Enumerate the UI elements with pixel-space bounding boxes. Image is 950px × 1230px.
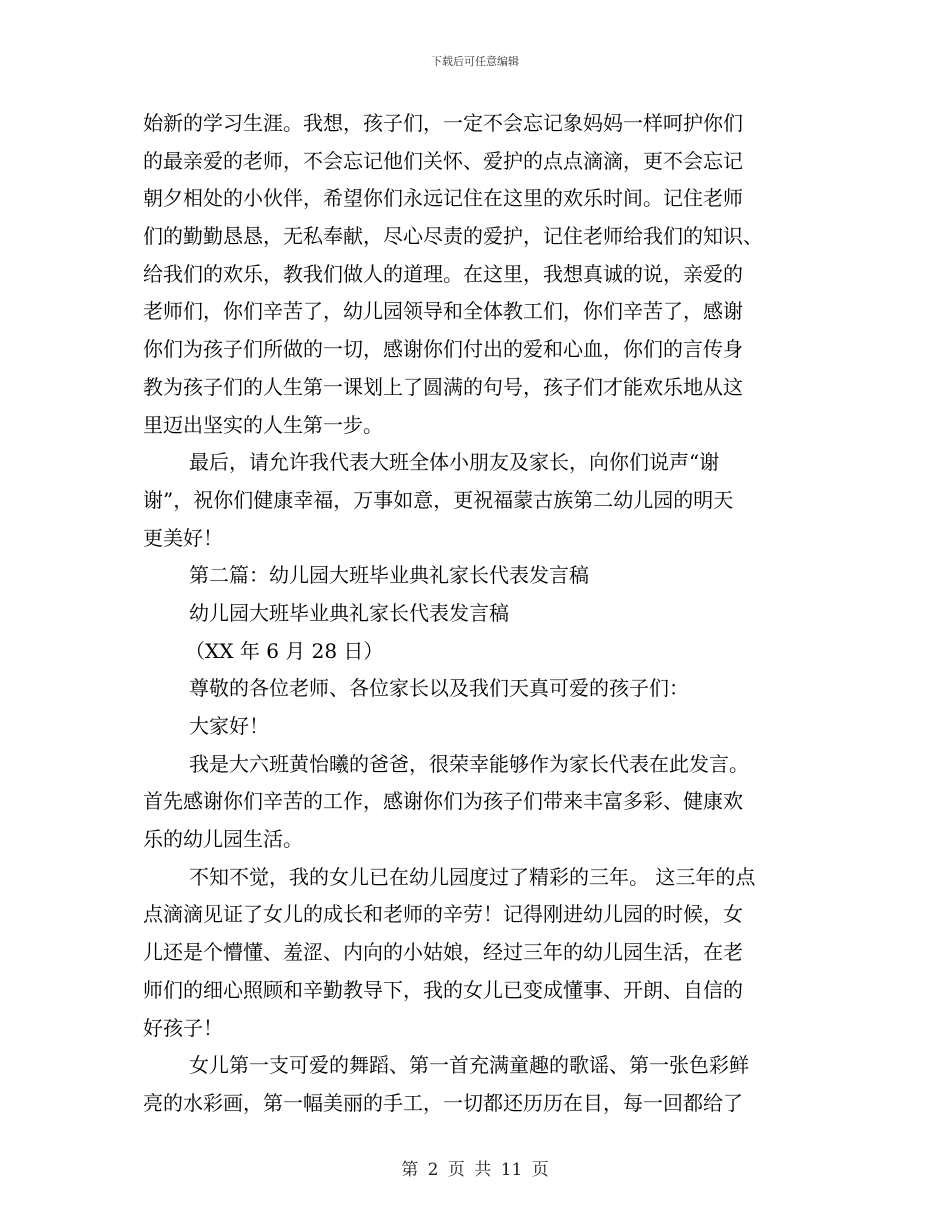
paragraph-line: 最后，请允许我代表大班全体小朋友及家长，向你们说声“谢: [189, 450, 720, 475]
paragraph-line: 朝夕相处的小伙伴，希望你们永远记住在这里的欢乐时间。记住老师: [143, 186, 743, 211]
paragraph-line: 乐的幼儿园生活。: [143, 827, 303, 852]
page-header: 下载后可任意编辑: [431, 55, 519, 68]
paragraph-line: 教为孩子们的人生第一课划上了圆满的句号，孩子们才能欢乐地从这: [143, 374, 743, 399]
paragraph-line: 谢”，祝你们健康幸福，万事如意，更祝福蒙古族第二幼儿园的明天: [143, 487, 734, 512]
paragraph-line: 的最亲爱的老师，不会忘记他们关怀、爱护的点点滴滴，更不会忘记: [143, 148, 743, 173]
paragraph-line: 给我们的欢乐，教我们做人的道理。在这里，我想真诚的说，亲爱的: [143, 261, 743, 286]
paragraph-line: 更美好！: [143, 525, 223, 550]
paragraph-line: 儿还是个懵懂、羞涩、内向的小姑娘，经过三年的幼儿园生活，在老: [143, 940, 743, 965]
document-date: （XX 年 6 月 28 日）: [185, 638, 384, 663]
salutation: 尊敬的各位老师、各位家长以及我们天真可爱的孩子们：: [189, 676, 689, 701]
paragraph-line: 女儿第一支可爱的舞蹈、第一首充满童趣的歌谣、第一张色彩鲜: [189, 1053, 749, 1078]
paragraph-line: 不知不觉，我的女儿已在幼儿园度过了精彩的三年。 这三年的点: [189, 864, 756, 889]
section-title: 第二篇：幼儿园大班毕业典礼家长代表发言稿: [189, 563, 589, 588]
paragraph-line: 首先感谢你们辛苦的工作，感谢你们为孩子们带来丰富多彩、健康欢: [143, 789, 743, 814]
document-title: 幼儿园大班毕业典礼家长代表发言稿: [189, 600, 509, 625]
paragraph-line: 们的勤勤恳恳，无私奉献，尽心尽责的爱护，记住老师给我们的知识、: [143, 224, 763, 249]
paragraph-line: 师们的细心照顾和辛勤教导下，我的女儿已变成懂事、开朗、自信的: [143, 977, 743, 1002]
page-footer: 第 2 页 共 11 页: [401, 1160, 549, 1180]
paragraph-line: 点滴滴见证了女儿的成长和老师的辛劳！记得刚进幼儿园的时候，女: [143, 902, 743, 927]
paragraph-line: 好孩子！: [143, 1015, 223, 1040]
document-body: [143, 105, 795, 1123]
paragraph-line: 我是大六班黄怡曦的爸爸，很荣幸能够作为家长代表在此发言。: [189, 751, 749, 776]
paragraph-line: 亮的水彩画，第一幅美丽的手工，一切都还历历在目，每一回都给了: [143, 1090, 743, 1115]
paragraph-line: 老师们，你们辛苦了，幼儿园领导和全体教工们，你们辛苦了，感谢: [143, 299, 743, 324]
paragraph-line: 你们为孩子们所做的一切，感谢你们付出的爱和心血，你们的言传身: [143, 337, 743, 362]
paragraph-line: 里迈出坚实的人生第一步。: [143, 412, 383, 437]
paragraph-line: 始新的学习生涯。我想，孩子们，一定不会忘记象妈妈一样呵护你们: [143, 111, 743, 135]
greeting: 大家好！: [189, 714, 269, 738]
